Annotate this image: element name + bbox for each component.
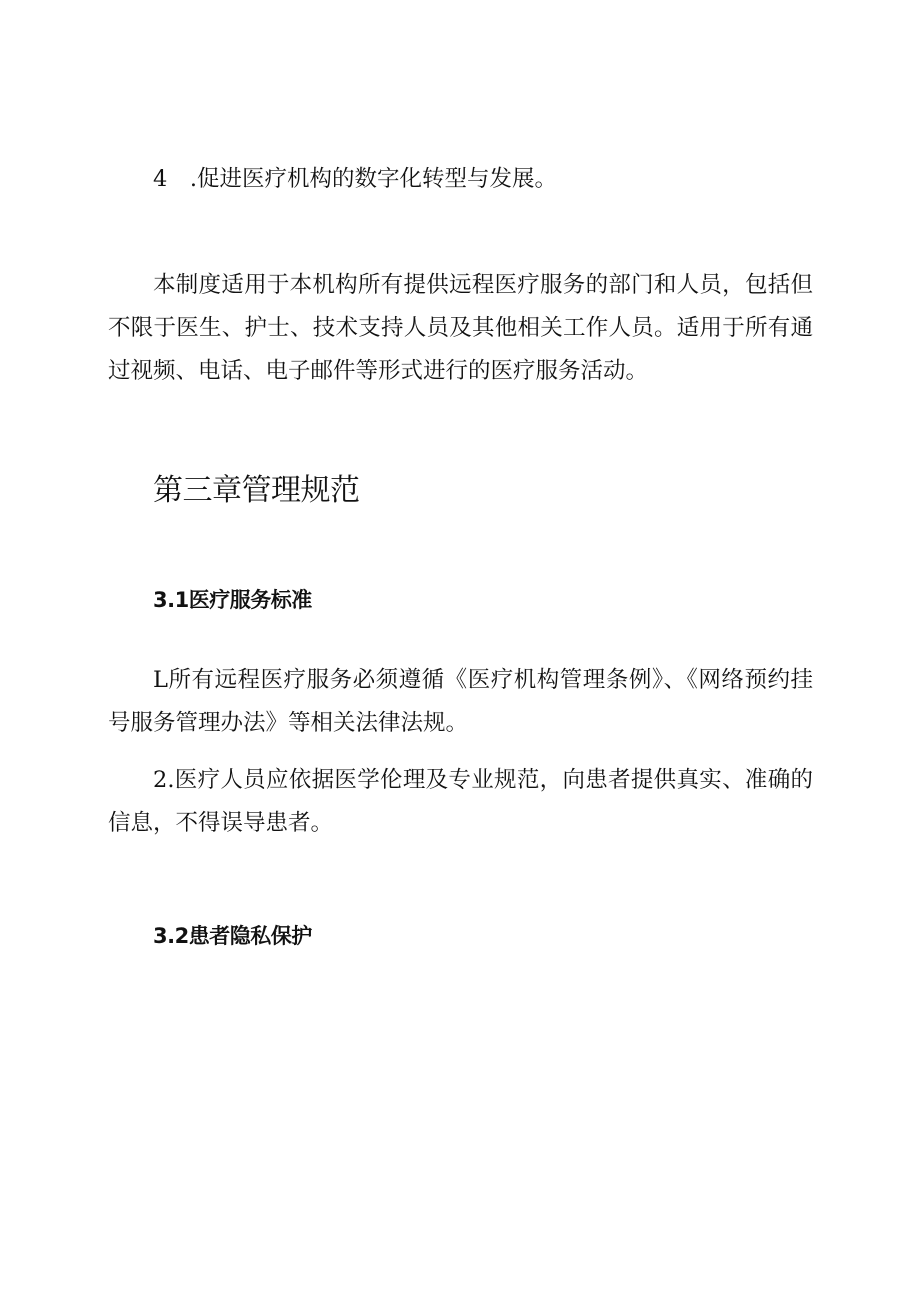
- section-title-3-2: 3.2患者隐私保护: [153, 924, 312, 948]
- scope-paragraph: 本制度适用于本机构所有提供远程医疗服务的部门和人员，包括但不限于医生、护士、技术支持人员及其他相关工作人员。适用于所有通过视频、电话、电子邮件等形式进行的医疗服务活动。: [108, 272, 813, 384]
- section-3-1-item-1: L所有远程医疗服务必须遵循《医疗机构管理条例》、《网络预约挂号服务管理办法》等相关法律法规。: [108, 667, 813, 736]
- section-title-3-1: 3.1医疗服务标准: [153, 588, 312, 612]
- section-3-1-item-2: 2.医疗人员应依据医学伦理及专业规范，向患者提供真实、准确的信息，不得误导患者。: [108, 767, 813, 836]
- chapter-title: 第三章管理规范: [153, 473, 360, 508]
- list-item-4: 4 .促进医疗机构的数字化转型与发展。: [153, 166, 557, 192]
